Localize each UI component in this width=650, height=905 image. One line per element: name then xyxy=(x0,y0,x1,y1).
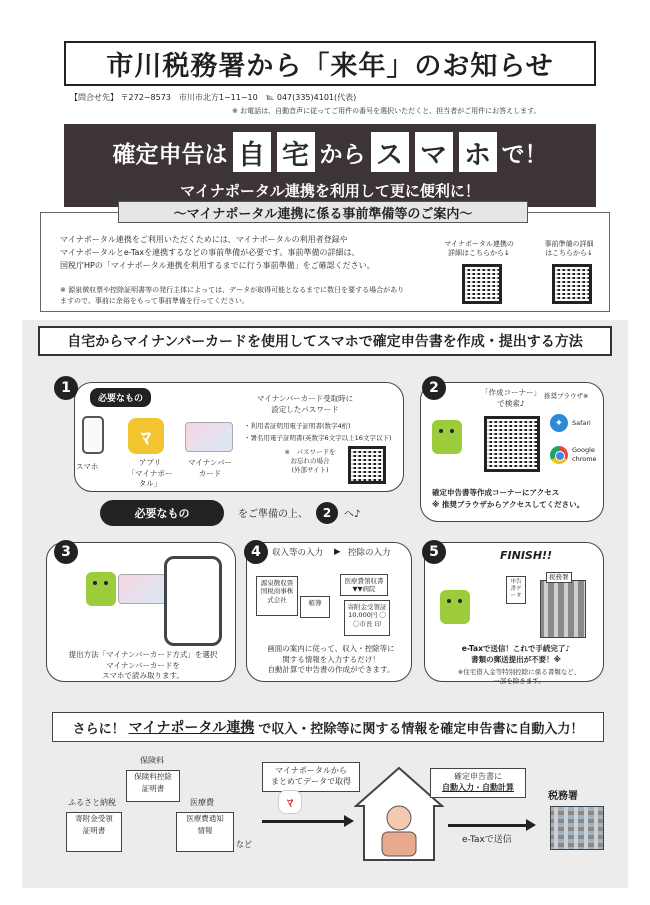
page-title: 市川税務署から「来年」のお知らせ xyxy=(106,51,554,82)
auto-input-bubble xyxy=(430,768,526,798)
insurance-cert-line2: 証明書 xyxy=(141,783,165,793)
qr1-label xyxy=(436,240,522,258)
step-3-text xyxy=(52,650,234,682)
ledger-doc: 帳簿 xyxy=(300,596,330,618)
step-3-line1: 提出方法「マイナンバーカード方式」を選択 xyxy=(68,650,218,659)
step-4-text xyxy=(256,644,406,676)
qr1-label-line1: マイナポータル連携の xyxy=(444,240,514,248)
etax-send-label: e-Taxで送信 xyxy=(462,835,512,845)
mynumber-card-icon xyxy=(185,422,233,452)
medical-notice-line2: 情報 xyxy=(197,825,213,835)
step-4-line1: 画面の案内に従って、収入・控除等に xyxy=(267,644,395,653)
prepare-text: をご準備の上、 xyxy=(238,509,308,520)
medical-notice-line1: 医療費通知 xyxy=(186,814,224,823)
portal-bubble-line2: まとめてデータで取得 xyxy=(271,776,351,786)
return-data-doc: 申告書データ xyxy=(506,576,526,604)
doc4-title: 寄附金受領証 xyxy=(347,603,387,611)
portal-bubble xyxy=(262,762,360,792)
flow-deduction: 控除の入力 xyxy=(348,548,391,558)
contact-note: ※ お電話は、自動音声に従ってご用件の番号を選択いただくと、担当者がご用件にお答えします。 xyxy=(232,107,541,115)
donation-cert-line1: 寄附金受領 xyxy=(75,814,113,823)
prep-description xyxy=(60,233,430,273)
flow-arrow-icon: ▶ xyxy=(334,547,341,557)
banner-box-5: ホ xyxy=(459,132,497,172)
step-5-number: 5 xyxy=(422,540,446,564)
access-text: 確定申告書等作成コーナーにアクセス xyxy=(432,488,560,497)
prep-line-1: マイナポータル連携をご利用いただくためには、マイナポータルの利用者登録や xyxy=(60,235,348,244)
next-step-text: へ♪ xyxy=(344,509,361,520)
banner-box-4: マ xyxy=(415,132,453,172)
donation-receipt-doc xyxy=(344,600,390,636)
furthermore-pre: さらに！ xyxy=(72,721,125,737)
main-banner xyxy=(64,124,596,207)
tax-office-sign: 税務署 xyxy=(546,572,572,583)
qr-code-forgot-password[interactable] xyxy=(348,446,386,484)
password-title-line2: 設定したパスワード xyxy=(271,404,339,414)
donation-cert-doc xyxy=(66,812,122,852)
app-label xyxy=(126,458,174,490)
step-4-line2: 関する情報を入力するだけ！ xyxy=(282,654,380,664)
search-line2: で検索♪ xyxy=(497,398,525,408)
banner-text-post: で！ xyxy=(501,141,548,168)
doc3-title: 医療費領収書 xyxy=(344,577,384,585)
smartphone-icon xyxy=(82,416,104,454)
prep-line-3: 国税庁HPの「マイナポータル連携を利用するまでに行う事前準備」をご確認ください。 xyxy=(60,261,375,271)
chrome-label-line2: chrome xyxy=(572,454,597,463)
step-2-number: 2 xyxy=(422,376,446,400)
donation-cert-line2: 証明書 xyxy=(82,825,106,835)
step-3-line3: スマホで読み取ります。 xyxy=(102,671,184,680)
flow-arrow-2 xyxy=(448,824,528,827)
auto-input-line2: 自動入力・自動計算 xyxy=(442,782,514,792)
mynumber-card-icon xyxy=(118,574,166,604)
phone-label: スマホ xyxy=(76,462,99,471)
qr1-label-line2: 詳細はこちらから↓ xyxy=(448,249,510,258)
step-3-number: 3 xyxy=(54,540,78,564)
tax-office-label: 税務署 xyxy=(548,791,578,802)
banner-headline xyxy=(64,132,596,172)
qr2-label xyxy=(530,240,608,258)
banner-box-2: 宅 xyxy=(277,132,315,172)
step-5-note2: 一部を除きます。 xyxy=(493,676,545,685)
prep-note-1: ※ 源泉徴収票や控除証明書等の発行主体によっては、データが取得可能となるまでに数日を要する場合があり xyxy=(60,286,405,294)
chrome-label xyxy=(572,446,597,464)
mascot-icon xyxy=(86,572,116,606)
auto-input-line1: 確定申告書に xyxy=(454,772,502,781)
medical-receipt-doc xyxy=(340,574,388,596)
step-5-note1: ※住宅借入金等特別控除に係る書類など、 xyxy=(457,668,581,676)
qr-code-prep-details[interactable] xyxy=(552,264,592,304)
mascot-icon xyxy=(440,590,470,624)
withholding-slip-doc xyxy=(256,576,298,616)
mynaportal-app-icon: ﾏ xyxy=(128,418,164,454)
step-3-line2: マイナンバーカードを xyxy=(106,660,180,670)
mynaportal-link[interactable]: マイナポータル連携 xyxy=(128,720,255,736)
step-1-number: 1 xyxy=(54,376,78,400)
banner-text-pre: 確定申告は xyxy=(112,141,228,168)
password-item-1: ・利用者証明用電子証明書(数字4桁) xyxy=(244,422,351,430)
tax-office-building-icon xyxy=(550,806,604,850)
prep-note-2: ますので、事前に余裕をもって事前準備を行ってください。 xyxy=(60,296,249,305)
step-5-note xyxy=(444,668,594,686)
banner-text-mid: から xyxy=(319,141,366,168)
insurance-cert-line1: 保険料控除 xyxy=(134,772,172,781)
step-5-line1: e-Taxで送信！これで手続完了♪ xyxy=(461,644,571,653)
page-title-box xyxy=(64,41,596,86)
furthermore-post: で収入・控除等に関する情報を確定申告書に自動入力！ xyxy=(258,721,584,737)
etc-label: など xyxy=(236,840,252,849)
card-label xyxy=(184,458,236,479)
forgot-line3: (外部サイト) xyxy=(291,465,329,474)
required-items-pill: 必要なもの xyxy=(100,500,224,526)
card-label-line1: マイナンバー xyxy=(188,458,232,467)
mascot-icon xyxy=(432,420,462,454)
finish-text: FINISH!! xyxy=(500,549,553,562)
access-note: ※ 推奨ブラウザからアクセスしてください。 xyxy=(432,500,585,509)
password-title xyxy=(250,394,360,415)
app-label-line2: 「マイナポータル」 xyxy=(127,468,173,488)
doc1-title: 源泉徴収票 xyxy=(260,579,294,587)
flow-arrow-1 xyxy=(262,820,346,823)
flow-income: 収入等の入力 xyxy=(272,548,324,558)
step-4-number: 4 xyxy=(244,540,268,564)
smartphone-icon xyxy=(164,556,222,646)
password-title-line1: マイナンバーカード受取時に xyxy=(256,394,354,403)
search-line1: 「作成コーナー」 xyxy=(481,388,541,397)
portal-bubble-line1: マイナポータルから xyxy=(275,766,347,775)
prep-line-2: マイナポータルとe-Taxを連携するなどの事前準備が必要です。事前準備の詳細は、 xyxy=(60,248,360,258)
forgot-password-note xyxy=(274,448,346,474)
password-item-2: ・署名用電子証明書(英数字6文字以上16文字以下) xyxy=(244,434,392,442)
banner-box-3: ス xyxy=(371,132,409,172)
method-title: 自宅からマイナンバーカードを使用してスマホで確定申告書を作成・提出する方法 xyxy=(38,326,612,356)
forgot-line2: お忘れの場合 xyxy=(290,456,330,465)
prep-title: 〜マイナポータル連携に係る事前準備等のご案内〜 xyxy=(118,201,528,223)
qr-code-sakusei-corner[interactable] xyxy=(484,416,540,472)
tax-office-building-icon xyxy=(540,580,586,638)
browser-label: 推奨ブラウザ※ xyxy=(544,392,589,400)
doc1-sub: 国税商事株式会社 xyxy=(260,587,294,604)
step-4-line3: 自動計算で申告書の作成ができます。 xyxy=(267,665,395,674)
prep-note xyxy=(60,285,450,306)
mascot-rabbit-icon: ﾏ xyxy=(278,790,302,814)
qr-code-portal-details[interactable] xyxy=(462,264,502,304)
step-5-line2: 書類の郵送提出が不要！※ xyxy=(471,654,561,664)
banner-subtitle: マイナポータル連携を利用して更に便利に！ xyxy=(180,182,480,200)
doc4-sub: 10,000円 〇〇市長 印 xyxy=(348,611,386,628)
medical-label: 医療費 xyxy=(190,798,214,807)
chrome-icon xyxy=(550,446,568,464)
contact-info: 【問合せ先】 〒272−8573 市川市北方1−11−10 ℡ 047(335)4101(代表) xyxy=(70,93,357,102)
chrome-label-line1: Google xyxy=(572,446,595,454)
doc3-sub: ▼▼病院 xyxy=(352,585,376,594)
safari-icon: ✦ xyxy=(550,414,568,432)
step-1-tag: 必要なもの xyxy=(90,388,151,407)
qr2-label-line1: 事前準備の詳細 xyxy=(544,240,594,248)
insurance-cert-doc xyxy=(126,770,180,802)
furusato-label: ふるさと納税 xyxy=(68,798,116,807)
qr2-label-line2: はこちらから↓ xyxy=(545,249,593,258)
next-step-number: 2 xyxy=(316,502,338,524)
medical-notice-doc xyxy=(176,812,234,852)
step-5-text xyxy=(432,644,600,665)
app-label-line1: アプリ xyxy=(138,458,162,467)
banner-box-1: 自 xyxy=(233,132,271,172)
search-text xyxy=(476,388,546,409)
forgot-line1: ※ パスワードを xyxy=(284,448,336,456)
furthermore-banner xyxy=(52,712,604,742)
card-label-line2: カード xyxy=(198,468,222,478)
safari-label: Safari xyxy=(572,419,591,427)
premium-label: 保険料 xyxy=(140,756,164,765)
